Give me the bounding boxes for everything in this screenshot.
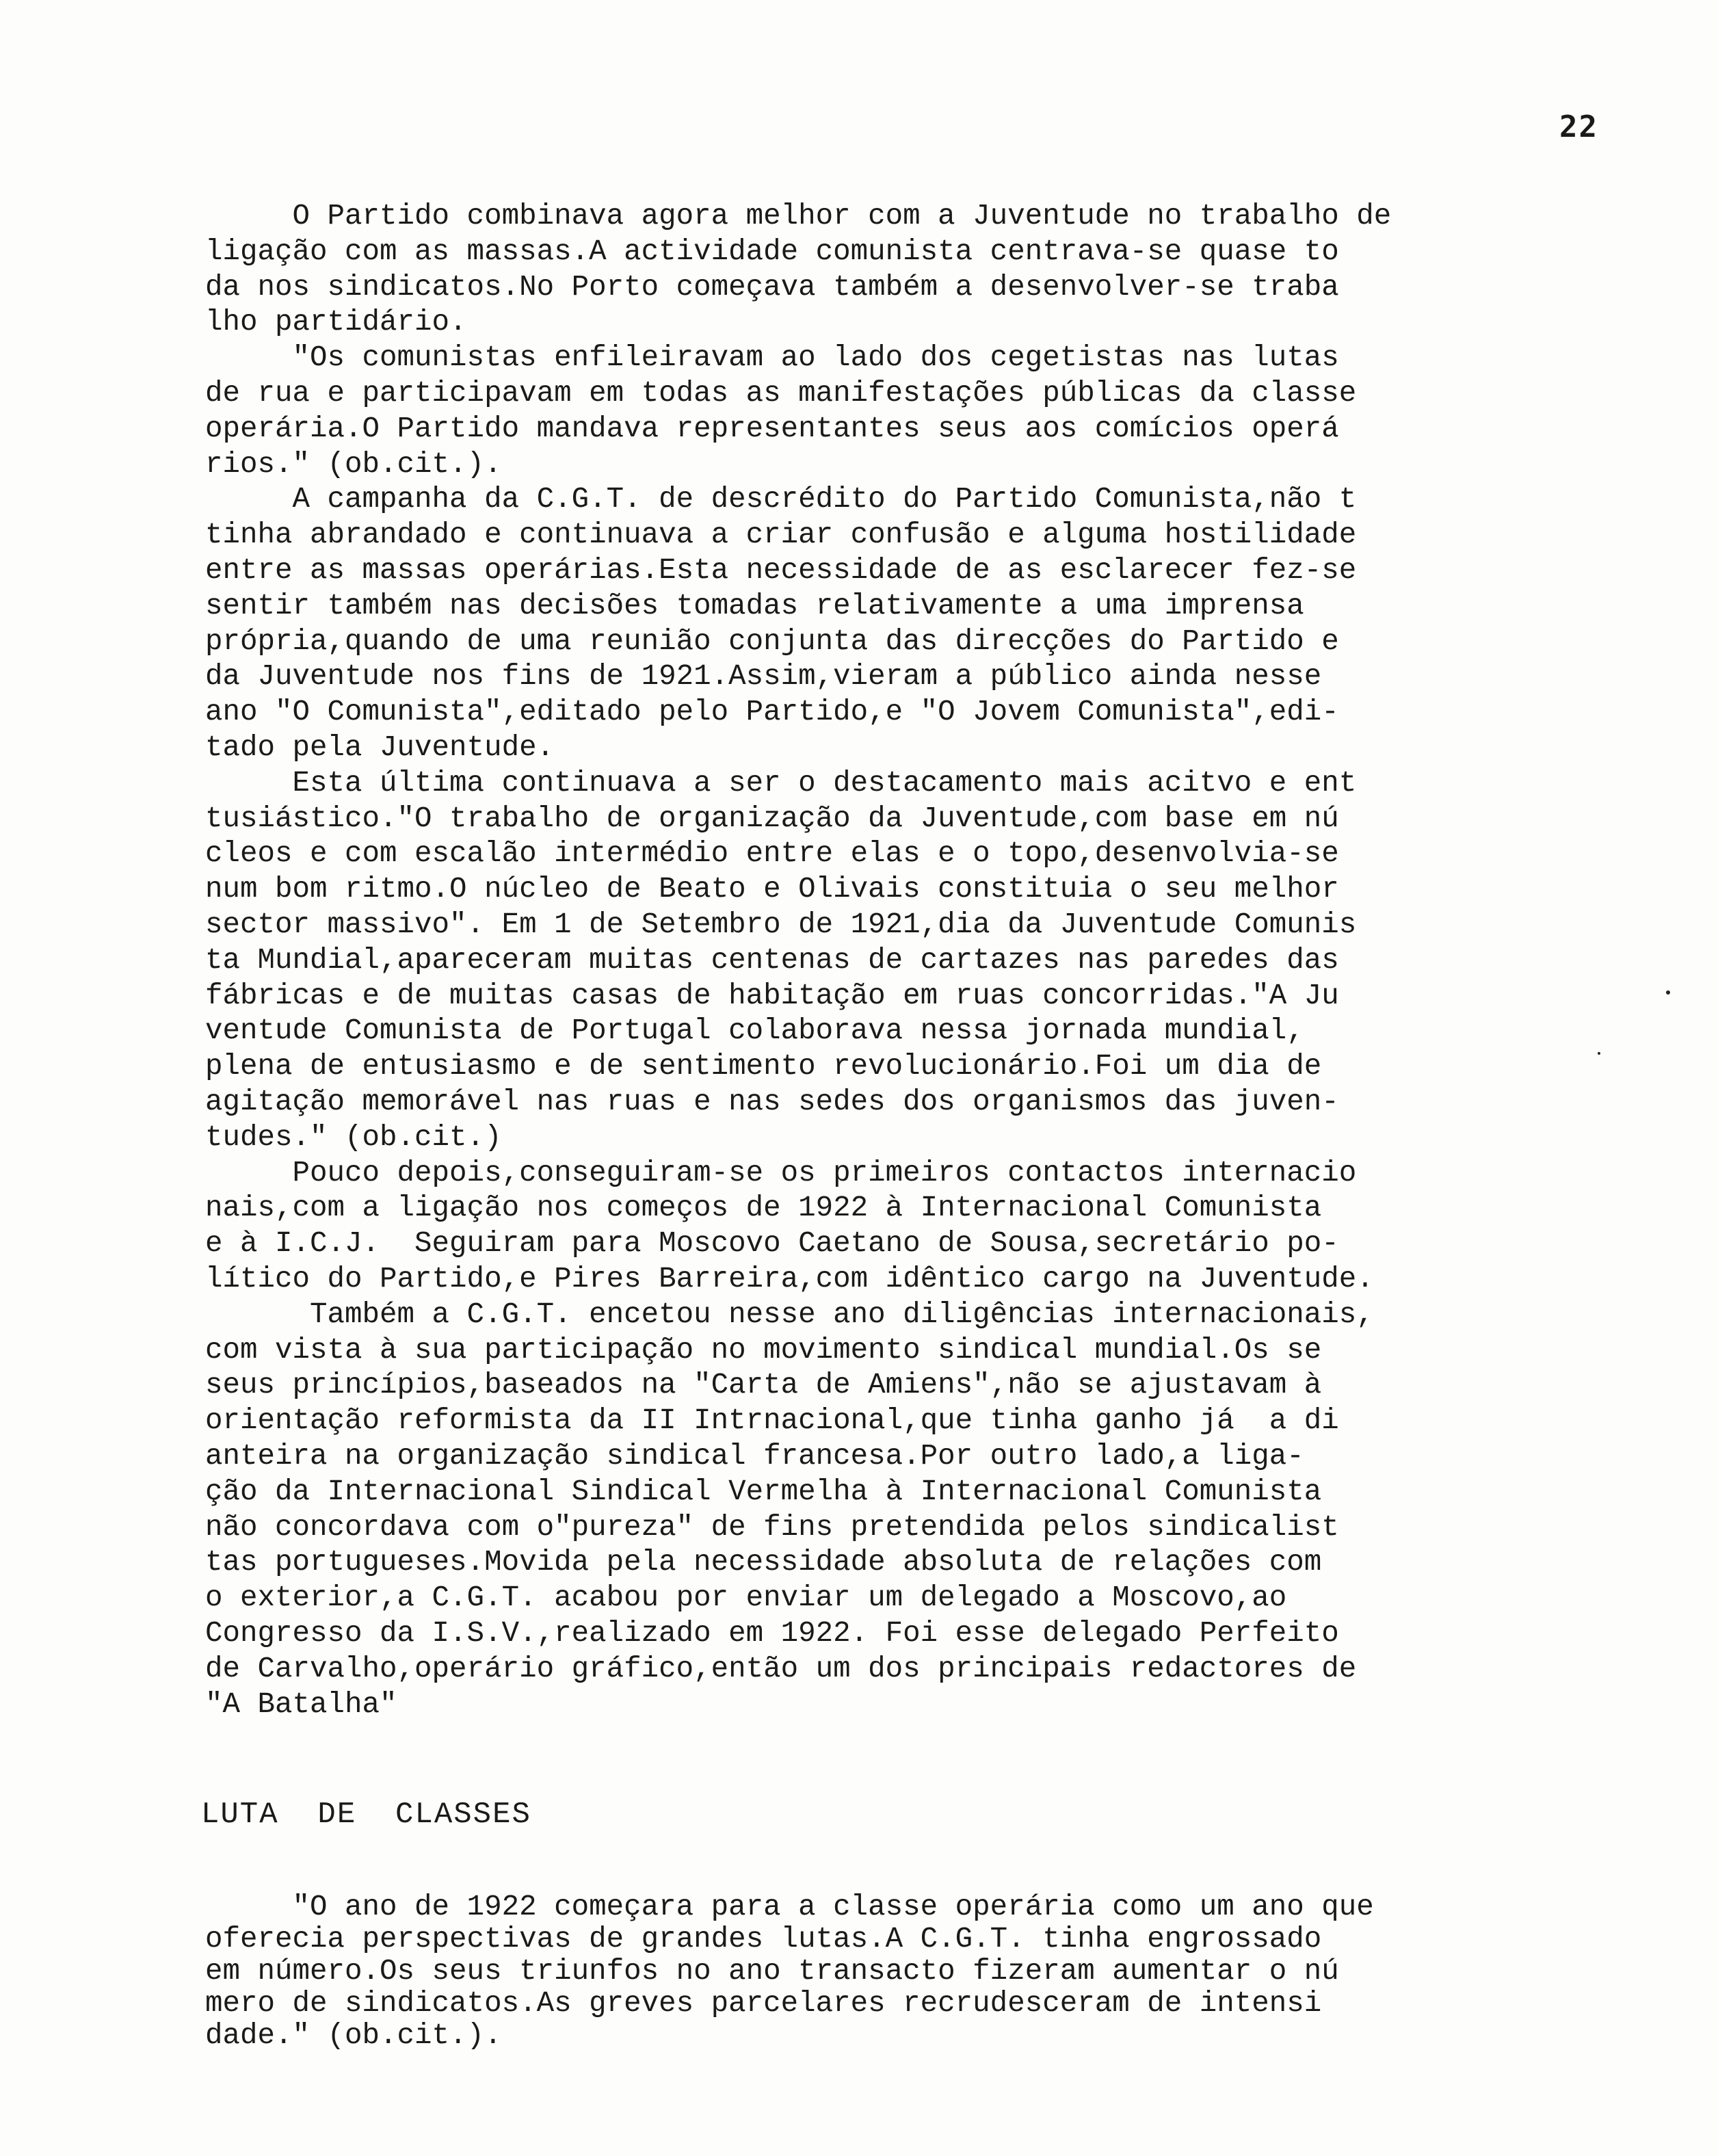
text-line: "O ano de 1922 começara para a classe operária como um ano que [205,1891,1374,1923]
text-line: própria,quando de uma reunião conjunta das direcções do Partido e [205,625,1339,658]
text-line: tinha abrandado e continuava a criar confusão e alguma hostilidade [205,518,1357,552]
text-line: O Partido combinava agora melhor com a Juventude no trabalho de [205,200,1392,233]
text-line: tado pela Juventude. [205,731,555,764]
text-line: ção da Internacional Sindical Vermelha à Internacional Comunista [205,1475,1322,1508]
text-line: lítico do Partido,e Pires Barreira,com idêntico cargo na Juventude. [205,1263,1374,1296]
text-line: da Juventude nos fins de 1921.Assim,vieram a público ainda nesse [205,660,1322,694]
text-line: Esta última continuava a ser o destacamento mais acitvo e ent [205,766,1357,800]
section-heading: LUTA DE CLASSES [201,1798,531,1832]
text-line: anteira na organização sindical francesa.Por outro lado,a liga- [205,1440,1304,1473]
text-line: oferecia perspectivas de grandes lutas.A C.G.T. tinha engrossado [205,1923,1322,1956]
text-line: de Carvalho,operário gráfico,então um dos principais redactores de [205,1652,1357,1685]
text-line: tudes." (ob.cit.) [205,1120,502,1154]
text-line: operária.O Partido mandava representantes seus aos comícios operá [205,412,1339,445]
text-line: "A Batalha" [205,1687,397,1721]
text-line: lho partidário. [205,306,467,339]
text-line: seus princípios,baseados na "Carta de Amiens",não se ajustavam à [205,1369,1322,1402]
text-line: Congresso da I.S.V.,realizado em 1922. Foi esse delegado Perfeito [205,1617,1339,1650]
page-number: 22 [1559,109,1598,144]
text-line: Pouco depois,conseguiram-se os primeiros contactos internacio [205,1156,1357,1189]
text-line: em número.Os seus triunfos no ano transacto fizeram aumentar o nú [205,1955,1339,1988]
ink-speck [1666,990,1670,995]
text-line: tusiástico."O trabalho de organização da Juventude,com base em nú [205,802,1339,835]
text-line: o exterior,a C.G.T. acabou por enviar um delegado a Moscovo,ao [205,1581,1287,1615]
text-line: sentir também nas decisões tomadas relativamente a uma imprensa [205,589,1304,622]
text-line: ligação com as massas.A actividade comunista centrava-se quase to [205,235,1339,268]
text-line: "Os comunistas enfileiravam ao lado dos cegetistas nas lutas [205,341,1339,375]
ink-speck [1598,1052,1600,1055]
text-line: ventude Comunista de Portugal colaborava nessa jornada mundial, [205,1014,1304,1048]
text-line: de rua e participavam em todas as manifestações públicas da classe [205,377,1357,410]
text-line: dade." (ob.cit.). [205,2019,502,2052]
text-line: nais,com a ligação nos começos de 1922 à Internacional Comunista [205,1192,1322,1225]
text-line: tas portugueses.Movida pela necessidade absoluta de relações com [205,1546,1322,1579]
text-line: entre as massas operárias.Esta necessidade de as esclarecer fez-se [205,554,1357,587]
text-line: A campanha da C.G.T. de descrédito do Partido Comunista,não t [205,483,1357,516]
text-line: rios." (ob.cit.). [205,447,502,481]
text-line: orientação reformista da II Intrnacional,que tinha ganho já a di [205,1404,1339,1438]
text-line: não concordava com o"pureza" de fins pretendida pelos sindicalist [205,1510,1339,1544]
text-line: fábricas e de muitas casas de habitação em ruas concorridas."A Ju [205,979,1339,1012]
text-line: mero de sindicatos.As greves parcelares recrudesceram de intensi [205,1987,1322,2020]
text-line: ta Mundial,apareceram muitas centenas de cartazes nas paredes das [205,943,1339,977]
text-line: da nos sindicatos.No Porto começava também a desenvolver-se traba [205,270,1339,304]
text-line: Também a C.G.T. encetou nesse ano diligências internacionais, [205,1298,1374,1331]
text-line: com vista à sua participação no movimento sindical mundial.Os se [205,1333,1322,1367]
text-line: ano "O Comunista",editado pelo Partido,e "O Jovem Comunista",edi- [205,696,1339,729]
text-line: num bom ritmo.O núcleo de Beato e Olivais constituia o seu melhor [205,873,1339,906]
text-line: agitação memorável nas ruas e nas sedes dos organismos das juven- [205,1086,1339,1118]
text-line: sector massivo". Em 1 de Setembro de 1921,dia da Juventude Comunis [205,908,1357,941]
text-line: e à I.C.J. Seguiram para Moscovo Caetano de Sousa,secretário po- [205,1227,1339,1261]
text-line: plena de entusiasmo e de sentimento revolucionário.Foi um dia de [205,1050,1322,1083]
text-line: cleos e com escalão intermédio entre elas e o topo,desenvolvia-se [205,837,1339,871]
